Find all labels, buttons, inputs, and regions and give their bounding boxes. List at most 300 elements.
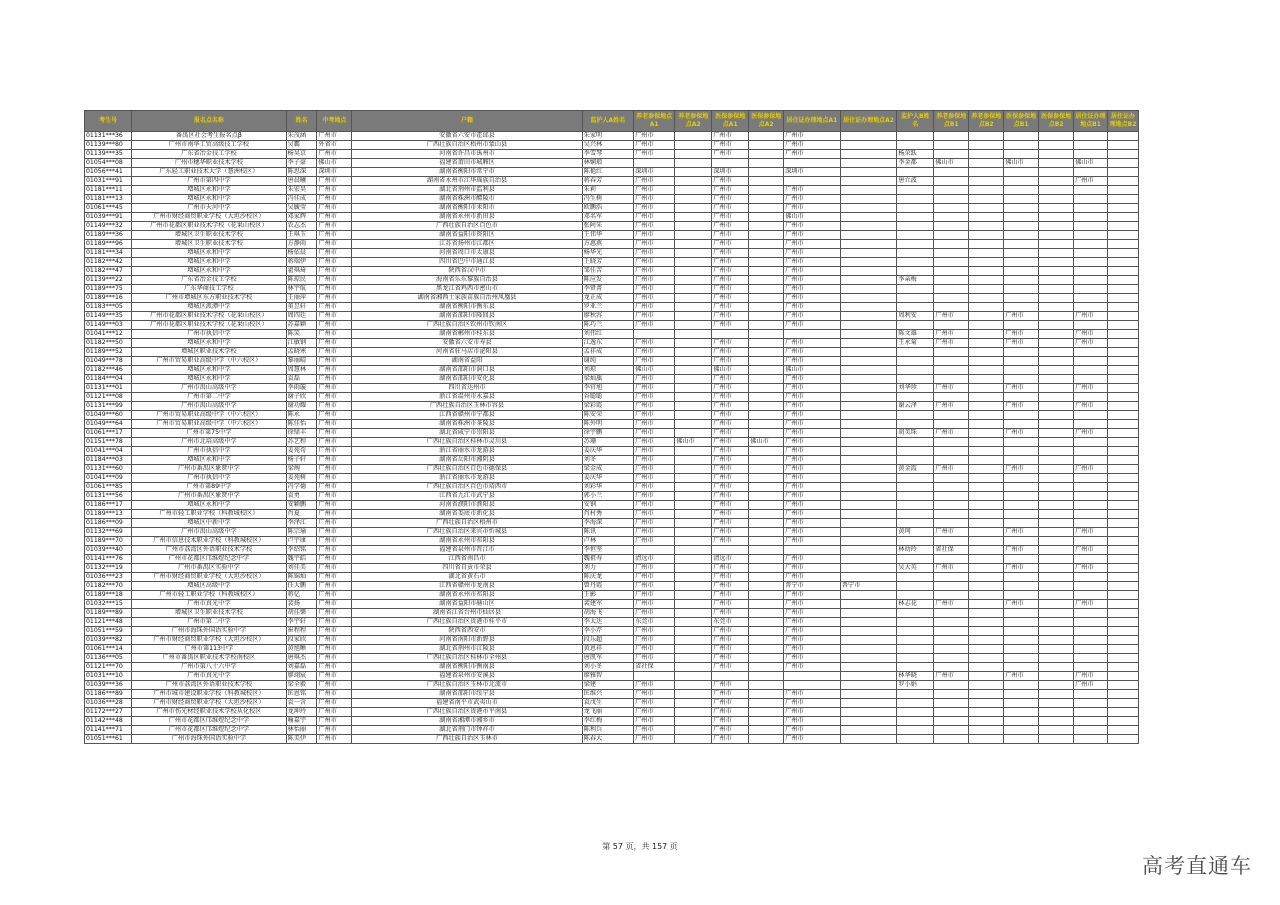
table-cell (934, 645, 969, 654)
table-cell: 卢林 (582, 537, 633, 546)
table-cell (749, 735, 784, 744)
table-cell: 广州市 (934, 339, 969, 348)
table-cell (749, 150, 784, 159)
table-cell: 周利安 (897, 312, 934, 321)
table-cell (840, 402, 897, 411)
table-cell: 广州市 (712, 456, 749, 465)
table-cell (712, 672, 749, 681)
table-cell: 增城区中新中学 (132, 519, 286, 528)
table-row (85, 249, 1139, 258)
table-cell (840, 726, 897, 735)
table-cell: 刘嘉磊 (286, 663, 317, 672)
table-cell (1074, 285, 1108, 294)
table-cell (1039, 348, 1074, 357)
table-cell (840, 366, 897, 375)
table-cell: 01182***42 (85, 258, 132, 267)
table-cell: 广州市 (784, 438, 841, 447)
table-cell: 佛山市 (749, 438, 784, 447)
table-cell: 佛山市 (934, 159, 969, 168)
table-cell: 广州市 (1074, 384, 1108, 393)
table-cell: 广西壮族自治区钦州市钦南区 (352, 321, 582, 330)
table-cell: 陕西省汉中市 (352, 267, 582, 276)
table-cell: 01149***35 (85, 312, 132, 321)
table-cell: 01186***89 (85, 690, 132, 699)
table-cell (1004, 510, 1039, 519)
table-cell: 河南省驻马店市泌阳县 (352, 348, 582, 357)
table-cell (1108, 141, 1139, 150)
table-row (85, 465, 1139, 474)
table-cell: 江苏省扬州市江都区 (352, 240, 582, 249)
table-row (85, 573, 1139, 582)
table-cell (969, 546, 1004, 555)
table-cell: 01036***28 (85, 699, 132, 708)
table-cell (1108, 645, 1139, 654)
table-cell: 广州市 (634, 699, 675, 708)
table-row (85, 447, 1139, 456)
table-cell: 增城区卫生职业技术学校 (132, 609, 286, 618)
table-cell: 广州市 (934, 312, 969, 321)
table-cell (1039, 555, 1074, 564)
table-cell: 陈宗瑜 (286, 528, 317, 537)
table-cell: 广州市 (784, 699, 841, 708)
table-cell: 李海深 (582, 519, 633, 528)
table-cell (749, 249, 784, 258)
table-cell: 河南省南阳市新野县 (352, 636, 582, 645)
table-cell (675, 726, 712, 735)
table-cell (1004, 618, 1039, 627)
table-cell (1039, 276, 1074, 285)
table-cell: 郭小兰 (582, 492, 633, 501)
table-cell: 匡恩铭 (286, 690, 317, 699)
table-cell: 佛山市 (675, 438, 712, 447)
table-cell: 广州市花都区邝维煜纪念中学 (132, 717, 286, 726)
table-cell (969, 609, 1004, 618)
table-row (85, 501, 1139, 510)
table-cell: 广州市第二中学 (132, 618, 286, 627)
table-cell (634, 546, 675, 555)
table-cell: 广州市 (317, 528, 352, 537)
table-cell (969, 699, 1004, 708)
table-cell: 李绍铭 (286, 546, 317, 555)
table-cell: 01189***89 (85, 609, 132, 618)
table-cell: 崔程程 (286, 627, 317, 636)
table-cell (1004, 249, 1039, 258)
table-cell: 广州市 (634, 483, 675, 492)
table-cell (1074, 204, 1108, 213)
table-cell: 广州市 (712, 393, 749, 402)
table-row (85, 699, 1139, 708)
table-cell (897, 195, 934, 204)
table-cell: 广州市 (1074, 465, 1108, 474)
table-cell: 广州市花都区邝维煜纪念中学 (132, 555, 286, 564)
table-cell (1004, 447, 1039, 456)
table-cell (934, 375, 969, 384)
table-row (85, 195, 1139, 204)
table-cell: 黄旭晰 (286, 645, 317, 654)
table-cell (897, 537, 934, 546)
table-cell (969, 240, 1004, 249)
table-cell: 广州市 (317, 573, 352, 582)
column-header: 医保参保地点B1 (1004, 111, 1039, 132)
table-cell: 广州市 (317, 510, 352, 519)
table-cell: 黄恩祥 (582, 645, 633, 654)
table-cell: 广州市第二中学 (132, 393, 286, 402)
table-cell (749, 294, 784, 303)
table-cell: 广州市 (712, 681, 749, 690)
table-cell (969, 204, 1004, 213)
table-cell: 广州市 (784, 654, 841, 663)
table-cell (934, 357, 969, 366)
table-cell (840, 159, 897, 168)
table-cell: 唐立波 (897, 177, 934, 186)
table-cell: 广州市财经商贸职业学校（大坦沙校区） (132, 213, 286, 222)
table-cell: 广州市北培高级中学 (132, 438, 286, 447)
table-cell: 姜苑树 (286, 474, 317, 483)
table-cell (840, 168, 897, 177)
table-cell: 01039***36 (85, 681, 132, 690)
table-cell: 湖南省株洲市茶陵县 (352, 420, 582, 429)
table-cell: 广州市 (634, 735, 675, 744)
table-cell: 广州市 (634, 474, 675, 483)
table-cell: 陈安荣 (582, 411, 633, 420)
table-cell: 广州市第75中学 (132, 429, 286, 438)
table-cell: 广州市真光中学 (132, 672, 286, 681)
table-row (85, 429, 1139, 438)
table-row (85, 258, 1139, 267)
table-cell: 广州市 (784, 285, 841, 294)
table-cell: 陈思深 (286, 168, 317, 177)
table-cell (1004, 699, 1039, 708)
table-cell (675, 555, 712, 564)
table-cell (675, 573, 712, 582)
table-row (85, 294, 1139, 303)
table-cell (1039, 222, 1074, 231)
table-cell (1074, 276, 1108, 285)
table-cell (749, 492, 784, 501)
table-cell: 01186***09 (85, 519, 132, 528)
table-cell: 广州市 (1074, 402, 1108, 411)
table-cell: 吴毓莹 (286, 204, 317, 213)
table-cell: 广州市 (784, 420, 841, 429)
table-cell (1004, 726, 1039, 735)
table-cell (897, 141, 934, 150)
table-cell (1074, 474, 1108, 483)
table-cell: 广州市 (634, 492, 675, 501)
table-cell (897, 699, 934, 708)
table-cell (784, 672, 841, 681)
table-cell (1108, 573, 1139, 582)
table-cell (1108, 348, 1139, 357)
table-cell: 广州市 (634, 393, 675, 402)
column-header: 报名点名称 (132, 111, 286, 132)
table-cell: 广州市 (317, 474, 352, 483)
table-cell (1074, 663, 1108, 672)
table-cell (1108, 735, 1139, 744)
table-cell: 姜庆华 (582, 447, 633, 456)
table-cell: 广州市 (784, 717, 841, 726)
table-cell (749, 483, 784, 492)
table-cell (1074, 726, 1108, 735)
table-cell: 01121***70 (85, 663, 132, 672)
table-cell (675, 240, 712, 249)
table-cell: 广州市 (317, 357, 352, 366)
table-cell: 广州市 (317, 672, 352, 681)
table-cell: 广州市 (317, 465, 352, 474)
table-row (85, 645, 1139, 654)
table-row (85, 474, 1139, 483)
table-cell: 广州市 (317, 411, 352, 420)
table-cell (897, 582, 934, 591)
table-cell: 谢纯 (582, 357, 633, 366)
table-cell: 广州市 (712, 708, 749, 717)
table-cell (969, 141, 1004, 150)
table-cell (749, 699, 784, 708)
table-cell: 广州市 (317, 717, 352, 726)
table-row (85, 483, 1139, 492)
table-cell (840, 438, 897, 447)
table-cell: 01189***70 (85, 537, 132, 546)
table-cell (1039, 357, 1074, 366)
table-cell (675, 303, 712, 312)
table-cell (969, 195, 1004, 204)
table-cell (969, 402, 1004, 411)
table-cell: 广州市 (712, 735, 749, 744)
table-cell (1108, 177, 1139, 186)
table-cell: 广州市 (712, 195, 749, 204)
table-cell (749, 672, 784, 681)
table-cell (1039, 438, 1074, 447)
table-cell (1039, 528, 1074, 537)
table-cell (1039, 321, 1074, 330)
table-cell: 王影 (582, 591, 633, 600)
table-cell (675, 393, 712, 402)
table-cell: 广州市 (712, 699, 749, 708)
table-cell (675, 267, 712, 276)
table-cell: 广州市 (317, 537, 352, 546)
table-cell: 增城区派潭中学 (132, 303, 286, 312)
table-cell: 广西壮族自治区百色市靖西市 (352, 483, 582, 492)
table-cell: 广州市 (712, 564, 749, 573)
table-cell: 东莞市 (634, 618, 675, 627)
table-cell (675, 681, 712, 690)
table-cell (1108, 285, 1139, 294)
table-cell (840, 240, 897, 249)
table-cell: 广东华商技工学校 (132, 285, 286, 294)
table-cell (1108, 591, 1139, 600)
table-cell: 卢宇康 (286, 537, 317, 546)
table-cell: 广州市城市建设职业学校（科教城校区） (132, 690, 286, 699)
table-cell (1108, 357, 1139, 366)
table-cell (1039, 240, 1074, 249)
table-cell (1039, 168, 1074, 177)
table-cell: 01189***13 (85, 510, 132, 519)
table-cell (969, 537, 1004, 546)
table-cell: 黄珂 (897, 528, 934, 537)
table-cell (840, 321, 897, 330)
table-cell: 广州市 (784, 528, 841, 537)
column-header: 居住证办理地点B2 (1108, 111, 1139, 132)
table-cell: 广州市 (712, 573, 749, 582)
table-cell: 广州市 (712, 519, 749, 528)
table-cell: 广州市 (712, 465, 749, 474)
table-cell: 广州市 (784, 375, 841, 384)
table-cell (934, 663, 969, 672)
table-cell (749, 510, 784, 519)
table-cell: 王伟华 (582, 231, 633, 240)
table-cell: 01189***75 (85, 285, 132, 294)
table-cell (675, 465, 712, 474)
table-cell: 01039***82 (85, 636, 132, 645)
table-cell: 01056***41 (85, 168, 132, 177)
table-cell (897, 231, 934, 240)
table-cell (1039, 717, 1074, 726)
table-cell (969, 519, 1004, 528)
table-cell (1074, 573, 1108, 582)
table-cell: 魏宇皓 (286, 555, 317, 564)
table-cell (675, 411, 712, 420)
table-cell: 广州市 (712, 348, 749, 357)
table-cell: 番禺区社会考生报名点β (132, 132, 286, 141)
table-cell (1039, 699, 1074, 708)
table-cell (1039, 231, 1074, 240)
table-cell: 佛山市 (712, 366, 749, 375)
table-cell (1039, 609, 1074, 618)
table-cell (749, 600, 784, 609)
table-cell: 广州市禺山高级中学 (132, 402, 286, 411)
table-cell: 广州市 (712, 294, 749, 303)
table-cell (840, 573, 897, 582)
table-cell: 谢云泽 (897, 402, 934, 411)
table-cell: 刘冬 (582, 456, 633, 465)
table-cell (934, 177, 969, 186)
table-cell (934, 249, 969, 258)
table-cell: 广州市 (1004, 528, 1039, 537)
table-cell (969, 222, 1004, 231)
table-cell: 广州市信息技术职业学校（科教城校区） (132, 537, 286, 546)
table-body (85, 132, 1139, 744)
table-cell: 广州市贸易职业高级中学（中六校区） (132, 411, 286, 420)
table-cell (1108, 555, 1139, 564)
table-row (85, 564, 1139, 573)
table-cell: 01149***03 (85, 321, 132, 330)
table-cell: 曾丹霞 (582, 582, 633, 591)
table-cell: 01189***52 (85, 348, 132, 357)
table-cell (897, 474, 934, 483)
table-cell: 广州市 (784, 402, 841, 411)
column-header: 考生号 (85, 111, 132, 132)
table-cell: 广州市 (634, 420, 675, 429)
table-cell (1074, 618, 1108, 627)
table-cell (840, 204, 897, 213)
table-cell (969, 483, 1004, 492)
table-cell: 张阿朱 (582, 222, 633, 231)
table-cell (749, 411, 784, 420)
table-cell: 增城区永和中学 (132, 195, 286, 204)
table-cell: 01182***46 (85, 366, 132, 375)
table-cell (934, 636, 969, 645)
table-cell: 王晓芳 (582, 258, 633, 267)
table-cell (934, 501, 969, 510)
table-cell: 广州市花都区邝维煜纪念中学 (132, 726, 286, 735)
table-cell (675, 132, 712, 141)
table-cell (934, 168, 969, 177)
table-cell: 广州市 (317, 555, 352, 564)
table-cell: 广州市 (1004, 429, 1039, 438)
table-row (85, 384, 1139, 393)
table-cell: 广州市 (634, 357, 675, 366)
table-cell: 唐琪杰 (286, 654, 317, 663)
table-cell (1108, 231, 1139, 240)
table-cell: 广州市 (784, 294, 841, 303)
table-cell: 广州市 (712, 438, 749, 447)
table-cell (1004, 627, 1039, 636)
table-cell (897, 204, 934, 213)
table-cell (675, 357, 712, 366)
table-cell: 广州市 (712, 582, 749, 591)
table-cell: 湖南省益阳市资阳区 (352, 231, 582, 240)
table-cell: 广州市 (934, 330, 969, 339)
table-cell (1108, 429, 1139, 438)
table-cell (675, 420, 712, 429)
table-cell (840, 231, 897, 240)
table-cell: 王永菊 (897, 339, 934, 348)
table-row (85, 222, 1139, 231)
table-cell (897, 573, 934, 582)
column-header: 医保参保地点A2 (749, 111, 784, 132)
table-cell (1108, 690, 1139, 699)
table-cell: 广州市 (1074, 672, 1108, 681)
table-cell: 广州市 (1074, 330, 1108, 339)
table-cell: 广州市 (712, 231, 749, 240)
table-cell: 广州市 (634, 510, 675, 519)
table-cell: 01039***91 (85, 213, 132, 222)
table-cell: 01039***40 (85, 546, 132, 555)
table-cell (969, 627, 1004, 636)
table-cell: 陈巧兰 (582, 321, 633, 330)
table-cell: 苏艺程 (286, 438, 317, 447)
table-cell: 广西壮族自治区梧州市蒙山县 (352, 141, 582, 150)
table-cell: 广州市 (1004, 330, 1039, 339)
table-row (85, 366, 1139, 375)
table-cell (749, 312, 784, 321)
table-cell (1039, 681, 1074, 690)
table-cell: 梁金成 (582, 465, 633, 474)
table-cell (1108, 501, 1139, 510)
table-cell: 广州市 (784, 141, 841, 150)
table-cell (969, 339, 1004, 348)
table-cell (969, 654, 1004, 663)
table-row (85, 528, 1139, 537)
table-row (85, 735, 1139, 744)
table-cell (969, 618, 1004, 627)
table-cell: 增城区永和中学 (132, 339, 286, 348)
table-row (85, 600, 1139, 609)
table-cell (1074, 519, 1108, 528)
table-cell: 李雪琴 (582, 150, 633, 159)
table-cell (749, 636, 784, 645)
table-cell (749, 348, 784, 357)
table-cell (749, 132, 784, 141)
table-cell (969, 393, 1004, 402)
table-cell (840, 285, 897, 294)
table-cell (934, 213, 969, 222)
table-cell: 广州市 (634, 150, 675, 159)
table-cell (1108, 276, 1139, 285)
table-cell: 陈笑 (286, 330, 317, 339)
table-row (85, 168, 1139, 177)
table-cell (1039, 546, 1074, 555)
table-cell (1074, 222, 1108, 231)
